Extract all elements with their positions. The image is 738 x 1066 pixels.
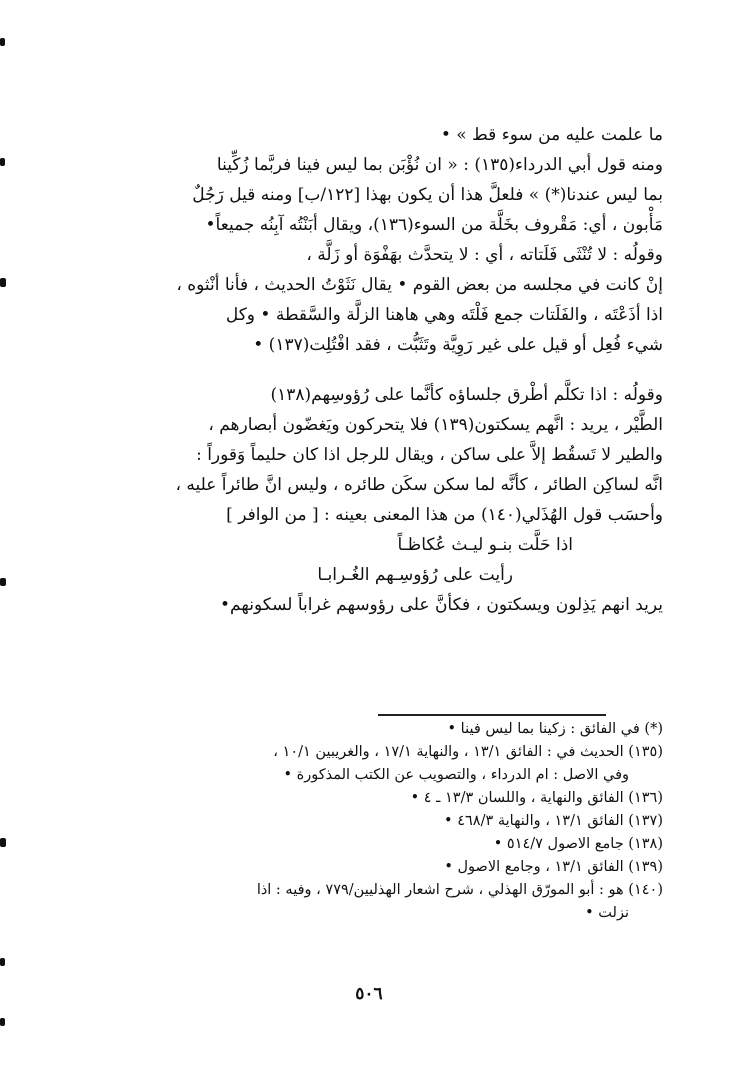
text-line: ومنه قول أبي الدرداء(١٣٥) : « ان نُؤْبَن بما ليس فينا فربَّما زُكِّينا <box>216 155 663 175</box>
footnote: (١٤٠) هو : أبو المورّق الهذلي ، شرح اشعار الهذليين/٧٧٩ ، وفيه : اذا <box>256 882 663 898</box>
footnote: (١٣٦) الفائق والنهاية ، واللسان ١٣/٣ ـ ٤ • <box>410 790 663 806</box>
main-text <box>75 120 663 620</box>
footnote: (*) في الفائق : زكينا بما ليس فينا • <box>447 721 663 737</box>
text-line: بما ليس عندنا(*) » فلعلَّ هذا أن يكون بهذا [١٢٢/ب] ومنه قيل رَجُلٌ <box>192 185 663 205</box>
footnote: (١٣٧) الفائق ١٣/١ ، والنهاية ٤٦٨/٣ • <box>444 813 663 829</box>
scan-edge-mark <box>0 838 6 847</box>
scan-edge-mark <box>0 158 5 166</box>
footnote: نزلت • <box>585 905 629 921</box>
footnote: (١٣٥) الحديث في : الفائق ١٣/١ ، والنهاية ١٧/١ ، والغريبين ١٠/١ ، <box>273 744 663 760</box>
scan-edge-mark <box>0 578 6 586</box>
verse-line: اذا حَلَّت بنـو ليـث عُكاظـاً <box>397 535 573 555</box>
text-line: انَّه لساكِن الطائر ، كأنَّه لما سكن سكَن طائره ، وليس انَّ طائراً عليه ، <box>175 475 663 495</box>
text-line: يريد انهم يَذِلون ويسكتون ، فكأنَّ على رؤوسهم غراباً لسكونهم• <box>220 595 663 615</box>
text-line: إنْ كانت في مجلسه من بعض القوم • يقال نَثَوْتُ الحديث ، فأنا أنْثوه ، <box>176 275 663 295</box>
text-line: ما علمت عليه من سوء قط » • <box>440 125 663 145</box>
text-line: مَأْبون ، أي: مَقْروف بخَلَّة من السوء(١٣٦)، ويقال أبَنْتُه آبِنُه جميعاً• <box>205 215 663 235</box>
scan-edge-mark <box>0 38 5 46</box>
footnote: وفي الاصل : ام الدرداء ، والتصويب عن الكتب المذكورة • <box>283 767 629 783</box>
footnote: (١٣٨) جامع الاصول ٥١٤/٧ • <box>493 836 663 852</box>
scan-edge-mark <box>0 1018 5 1026</box>
text-line: والطير لا تَسقُط إلاَّ على ساكن ، ويقال للرجل اذا كان حليماً وَقوراً : <box>196 445 663 465</box>
scan-edge-mark <box>0 278 6 287</box>
text-line: وأحسَب قول الهُذَلي(١٤٠) من هذا المعنى بعينه : [ من الوافر ] <box>226 505 663 525</box>
verse-line: رأيت على رُؤوسِـهم الغُـرابـا <box>317 565 513 585</box>
scan-edge-mark <box>0 958 5 966</box>
text-line: وقولُه : لا تُنْثَى فَلَتاته ، أي : لا يتحدَّث بهَفْوَة أو زَلَّة ، <box>306 245 663 265</box>
text-line: وقولُه : اذا تكلَّم أطْرق جلساؤه كأنَّما على رُؤوسِهم(١٣٨) <box>270 385 663 405</box>
page-number: ٥٠٦ <box>355 984 383 1004</box>
text-line: شيء فُعِل أو قيل على غير رَوِيَّة وتَثَبُّت ، فقد افْتُلِت(١٣٧) • <box>253 335 663 355</box>
footnote: (١٣٩) الفائق ١٣/١ ، وجامع الاصول • <box>444 859 663 875</box>
text-line: اذا أذَعْتَه ، والفَلَتات جمع فَلْتَه وهي هاهنا الزلَّة والسَّقطة • وكل <box>225 305 663 325</box>
paragraph-gap <box>75 360 663 380</box>
footnotes <box>75 718 663 925</box>
text-line: الطَّيْر ، يريد : انَّهم يسكتون(١٣٩) فلا يتحركون ويَغضّون أبصارهم ، <box>208 415 663 435</box>
footnote-rule <box>378 714 606 716</box>
